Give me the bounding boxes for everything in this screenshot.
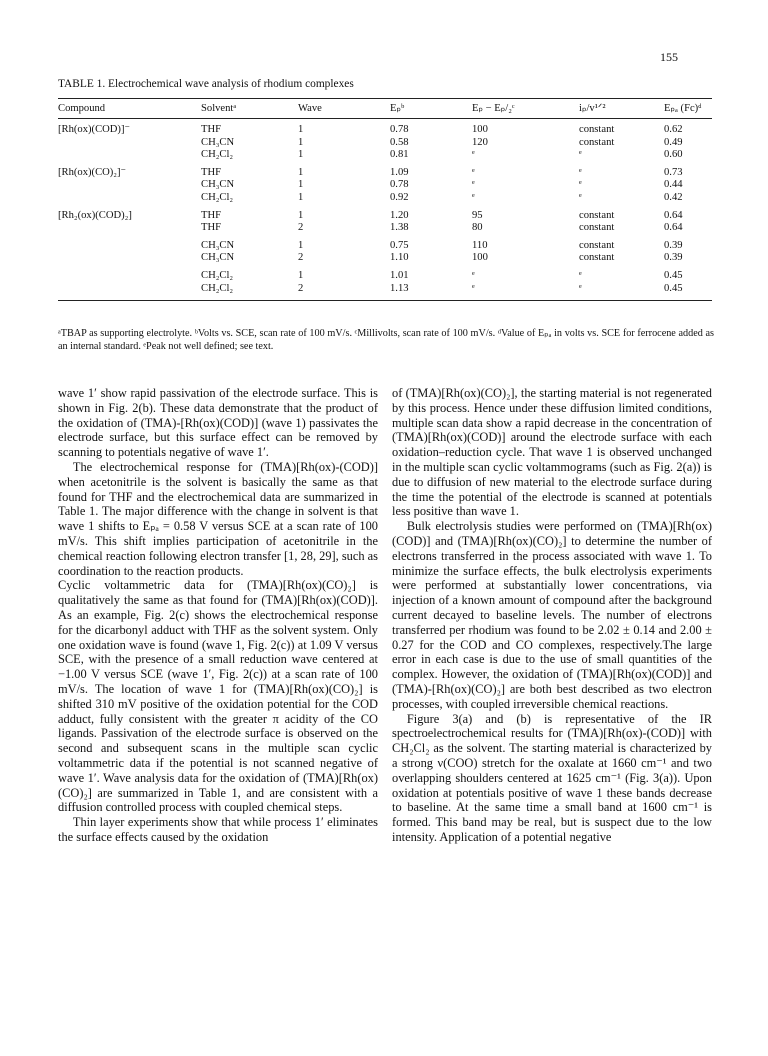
header-ep: Eₚᵇ <box>390 103 405 114</box>
cell-ep-minus-ep2: 120 <box>472 136 488 148</box>
cell-solvent: THF <box>201 209 222 221</box>
cell-ep-minus-ep2: 100 <box>472 252 488 264</box>
cell-solvent: THF <box>201 222 222 234</box>
cell-ip-v: constant <box>579 222 615 234</box>
paragraph: of (TMA)[Rh(ox)(CO)₂], the starting material is not regenerated by this process. Hence under these diffusion limited conditions, multiple scan data show a rapid decrease in the concentration of (TMA)[Rh(ox)(COD)] around the electrode surface with each oxidation–reduction cycle. That wave 1 is observed unchanged in the multiple scan cyclic voltammograms (such as Fig. 2(a)) is due to diffusion of new material to the electrode surface during the time the potential of the electrode is scanned at potentials less positive than wave 1. <box>392 386 712 519</box>
table-row <box>58 210 712 223</box>
cell-solvent: CH₃CN <box>201 179 235 191</box>
table-row <box>58 137 712 150</box>
cell-ep-minus-ep2: ᵉ <box>472 269 475 281</box>
paragraph: wave 1′ show rapid passivation of the electrode surface. This is shown in Fig. 2(b). These data demonstrate that the product of the oxidation of (TMA)-[Rh(ox)(COD)] (wave 1) passivates the electrode surface, but this surface effect can be removed by scanning to potentials negative of wave 1′. <box>58 386 378 460</box>
paragraph: Cyclic voltammetric data for (TMA)[Rh(ox)(CO)₂] is qualitatively the same as that found for (TMA)[Rh(ox)(COD)]. As an example, Fig. 2(c) shows the electrochemical response for the dicarbonyl adduct with THF as the solvent system. Only one oxidation wave is found (wave 1, Fig. 2(c)) at 1.09 V versus SCE, with the presence of a small reduction wave centered at −1.00 V versus SCE (wave 1′, Fig. 2(c)) at a scan rate of 100 mV/s. The location of wave 1 for (TMA)[Rh(ox)(CO)₂] is shifted 310 mV positive of the oxidation potential for the COD adduct, fully consistent with the greater π acidity of the CO ligands. Passivation of the electrode surface is observed on the second and subsequent scans in the multiple scan cyclic voltammetric data if the potential is not scanned negative of wave 1′. Wave analysis data for the oxidation of (TMA)[Rh(ox)(CO)₂] are summarized in Table 1, and are consistent with a diffusion controlled process with coupled chemical steps. <box>58 578 378 815</box>
cell-ep: 0.78 <box>390 124 409 135</box>
header-ep-minus-ep2: Eₚ − Eₚ/₂ᶜ <box>472 103 515 114</box>
cell-ep: 0.78 <box>390 179 409 191</box>
cell-ep: 1.09 <box>390 166 409 178</box>
cell-ep-minus-ep2: ᵉ <box>472 166 475 178</box>
cell-ep: 1.01 <box>390 269 409 281</box>
cell-ip-v: ᵉ <box>579 149 582 161</box>
cell-ep: 0.58 <box>390 136 409 148</box>
table-header-row <box>58 99 712 118</box>
cell-compound <box>58 270 201 283</box>
cell-ep: 1.20 <box>390 209 409 221</box>
cell-wave: 1 <box>298 209 304 221</box>
cell-epa-fc: 0.49 <box>664 136 683 148</box>
table-row <box>58 270 712 283</box>
cell-ip-v: ᵉ <box>579 166 582 178</box>
table <box>58 98 712 301</box>
cell-ip-v: constant <box>579 124 615 135</box>
header-solvent: Solventᵃ <box>201 102 237 114</box>
cell-epa-fc: 0.60 <box>664 149 683 161</box>
cell-compound <box>58 283 201 296</box>
cell-solvent: CH₃CN <box>201 136 235 148</box>
cell-epa-fc: 0.42 <box>664 191 683 203</box>
cell-wave: 1 <box>298 136 304 148</box>
cell-solvent: CH₃CN <box>201 252 235 264</box>
page-number: 155 <box>660 50 678 64</box>
cell-compound <box>58 192 201 205</box>
cell-ip-v: constant <box>579 252 615 264</box>
cell-epa-fc: 0.45 <box>664 282 683 294</box>
cell-compound <box>58 149 201 162</box>
cell-ep-minus-ep2: ᵉ <box>472 179 475 191</box>
cell-compound <box>58 137 201 150</box>
cell-ip-v: ᵉ <box>579 179 582 191</box>
cell-ep: 1.13 <box>390 282 409 294</box>
cell-ep: 0.81 <box>390 149 409 161</box>
cell-ep-minus-ep2: 95 <box>472 209 483 221</box>
cell-ip-v: ᵉ <box>579 191 582 203</box>
right-column <box>392 386 712 845</box>
header-wave: Wave <box>298 102 322 114</box>
cell-ip-v: constant <box>579 239 615 251</box>
cell-ip-v: ᵉ <box>579 269 582 281</box>
header-epa-fc: Eₚₐ (Fc)ᵈ <box>664 103 702 114</box>
left-column <box>58 386 378 845</box>
cell-wave: 1 <box>298 269 304 281</box>
cell-solvent: CH₂Cl₂ <box>201 149 234 161</box>
table-row <box>58 124 712 137</box>
table-row <box>58 222 712 235</box>
paragraph: Figure 3(a) and (b) is representative of the IR spectroelectrochemical results for (TMA)[Rh(ox)-(COD)] with CH₂Cl₂ as the solvent. The starting material is characterized by a strong ν(COO) stretch for the oxalate at 1660 cm⁻¹ and two overlapping shoulders centered at 1625 cm⁻¹ (Fig. 3(a)). Upon oxidation at potentials positive of wave 1 these bands decrease to baseline. At the same time a small band at 1600 cm⁻¹ is formed. This band may be real, but is suspect due to the low intensity. Application of a potential negative <box>392 711 712 844</box>
table-row <box>58 283 712 296</box>
paragraph: Thin layer experiments show that while process 1′ eliminates the surface effects caused by the oxidation <box>58 815 378 844</box>
cell-ep-minus-ep2: 100 <box>472 124 488 135</box>
cell-ep: 1.38 <box>390 222 409 234</box>
cell-compound <box>58 179 201 192</box>
cell-compound: [Rh(ox)(COD)]⁻ <box>58 124 131 135</box>
cell-solvent: THF <box>201 124 222 135</box>
cell-ip-v: constant <box>579 209 615 221</box>
cell-epa-fc: 0.64 <box>664 222 683 234</box>
cell-epa-fc: 0.39 <box>664 252 683 264</box>
cell-solvent: THF <box>201 166 222 178</box>
cell-epa-fc: 0.64 <box>664 209 683 221</box>
cell-compound <box>58 240 201 253</box>
cell-ep-minus-ep2: ᵉ <box>472 191 475 203</box>
cell-wave: 1 <box>298 179 304 191</box>
cell-ep-minus-ep2: ᵉ <box>472 149 475 161</box>
cell-solvent: CH₃CN <box>201 239 235 251</box>
table-bottom-rule <box>58 300 712 301</box>
paragraph: The electrochemical response for (TMA)[Rh(ox)-(COD)] when acetonitrile is the solvent is basically the same as that found for THF and the electrochemical data are summarized in Table 1. The major difference with the change in solvent is that wave 1 shifts to Eₚₐ = 0.58 V versus SCE at a scan rate of 100 mV/s. This shift implies participation of acetonitrile in the chemical reaction following electron transfer [1, 28, 29], such as coordination to the reaction products. <box>58 459 378 578</box>
cell-compound: [Rh(ox)(CO)₂]⁻ <box>58 166 127 178</box>
cell-ip-v: ᵉ <box>579 282 582 294</box>
cell-epa-fc: 0.73 <box>664 166 683 178</box>
cell-epa-fc: 0.39 <box>664 239 683 251</box>
table-footnotes: ᵃTBAP as supporting electrolyte. ᵇVolts vs. SCE, scan rate of 100 mV/s. ᶜMillivolts, scan rate of 100 mV/s. ᵈValue of Eₚₐ in volts vs. SCE for ferrocene added as an internal standard. ᵉPeak not well defined; see text. <box>58 328 714 352</box>
cell-epa-fc: 0.45 <box>664 269 683 281</box>
cell-wave: 2 <box>298 282 304 294</box>
cell-ep-minus-ep2: 110 <box>472 239 488 251</box>
table-row <box>58 167 712 180</box>
cell-epa-fc: 0.62 <box>664 124 683 135</box>
cell-ep-minus-ep2: 80 <box>472 222 483 234</box>
table-header-rule <box>58 118 712 119</box>
table-row <box>58 240 712 253</box>
cell-ep: 0.75 <box>390 239 409 251</box>
cell-wave: 1 <box>298 124 304 135</box>
cell-solvent: CH₂Cl₂ <box>201 191 234 203</box>
cell-compound: [Rh₂(ox)(COD)₂] <box>58 209 132 221</box>
cell-ip-v: constant <box>579 136 615 148</box>
cell-solvent: CH₂Cl₂ <box>201 282 234 294</box>
paragraph: Bulk electrolysis studies were performed on (TMA)[Rh(ox)(COD)] and (TMA)[Rh(ox)(CO)₂] to determine the number of electrons transferred in the process associated with wave 1. To minimize the surface effects, the bulk electrolysis experiments were performed at substantially lower concentrations, via injection of a known amount of compound after the background current decayed to baseline levels. The number of electrons transferred per rhodium was found to be 2.02 ± 0.14 and 2.00 ± 0.27 for the COD and CO complexes, respectively.The large error in each case is due to the use of small quantities of the complex. However, the oxidation of (TMA)[Rh(ox)(COD)] and (TMA)-[Rh(ox)(CO)₂] are both best described as two electron processes, with coupled irreversible chemical reactions. <box>392 519 712 711</box>
cell-wave: 2 <box>298 252 304 264</box>
cell-solvent: CH₂Cl₂ <box>201 269 234 281</box>
table-caption: TABLE 1. Electrochemical wave analysis of rhodium complexes <box>58 78 354 90</box>
cell-wave: 1 <box>298 191 304 203</box>
header-ip-v: iₚ/v¹ᐟ² <box>579 103 606 114</box>
table-row <box>58 252 712 265</box>
cell-wave: 1 <box>298 149 304 161</box>
table-body <box>58 124 712 295</box>
cell-wave: 1 <box>298 239 304 251</box>
header-compound: Compound <box>58 102 106 114</box>
table-row <box>58 179 712 192</box>
table-row <box>58 192 712 205</box>
cell-ep: 1.10 <box>390 252 409 264</box>
cell-wave: 1 <box>298 166 304 178</box>
cell-ep: 0.92 <box>390 191 409 203</box>
table-row <box>58 149 712 162</box>
cell-compound <box>58 252 201 265</box>
cell-ep-minus-ep2: ᵉ <box>472 282 475 294</box>
cell-epa-fc: 0.44 <box>664 179 683 191</box>
cell-wave: 2 <box>298 222 304 234</box>
cell-compound <box>58 222 201 235</box>
